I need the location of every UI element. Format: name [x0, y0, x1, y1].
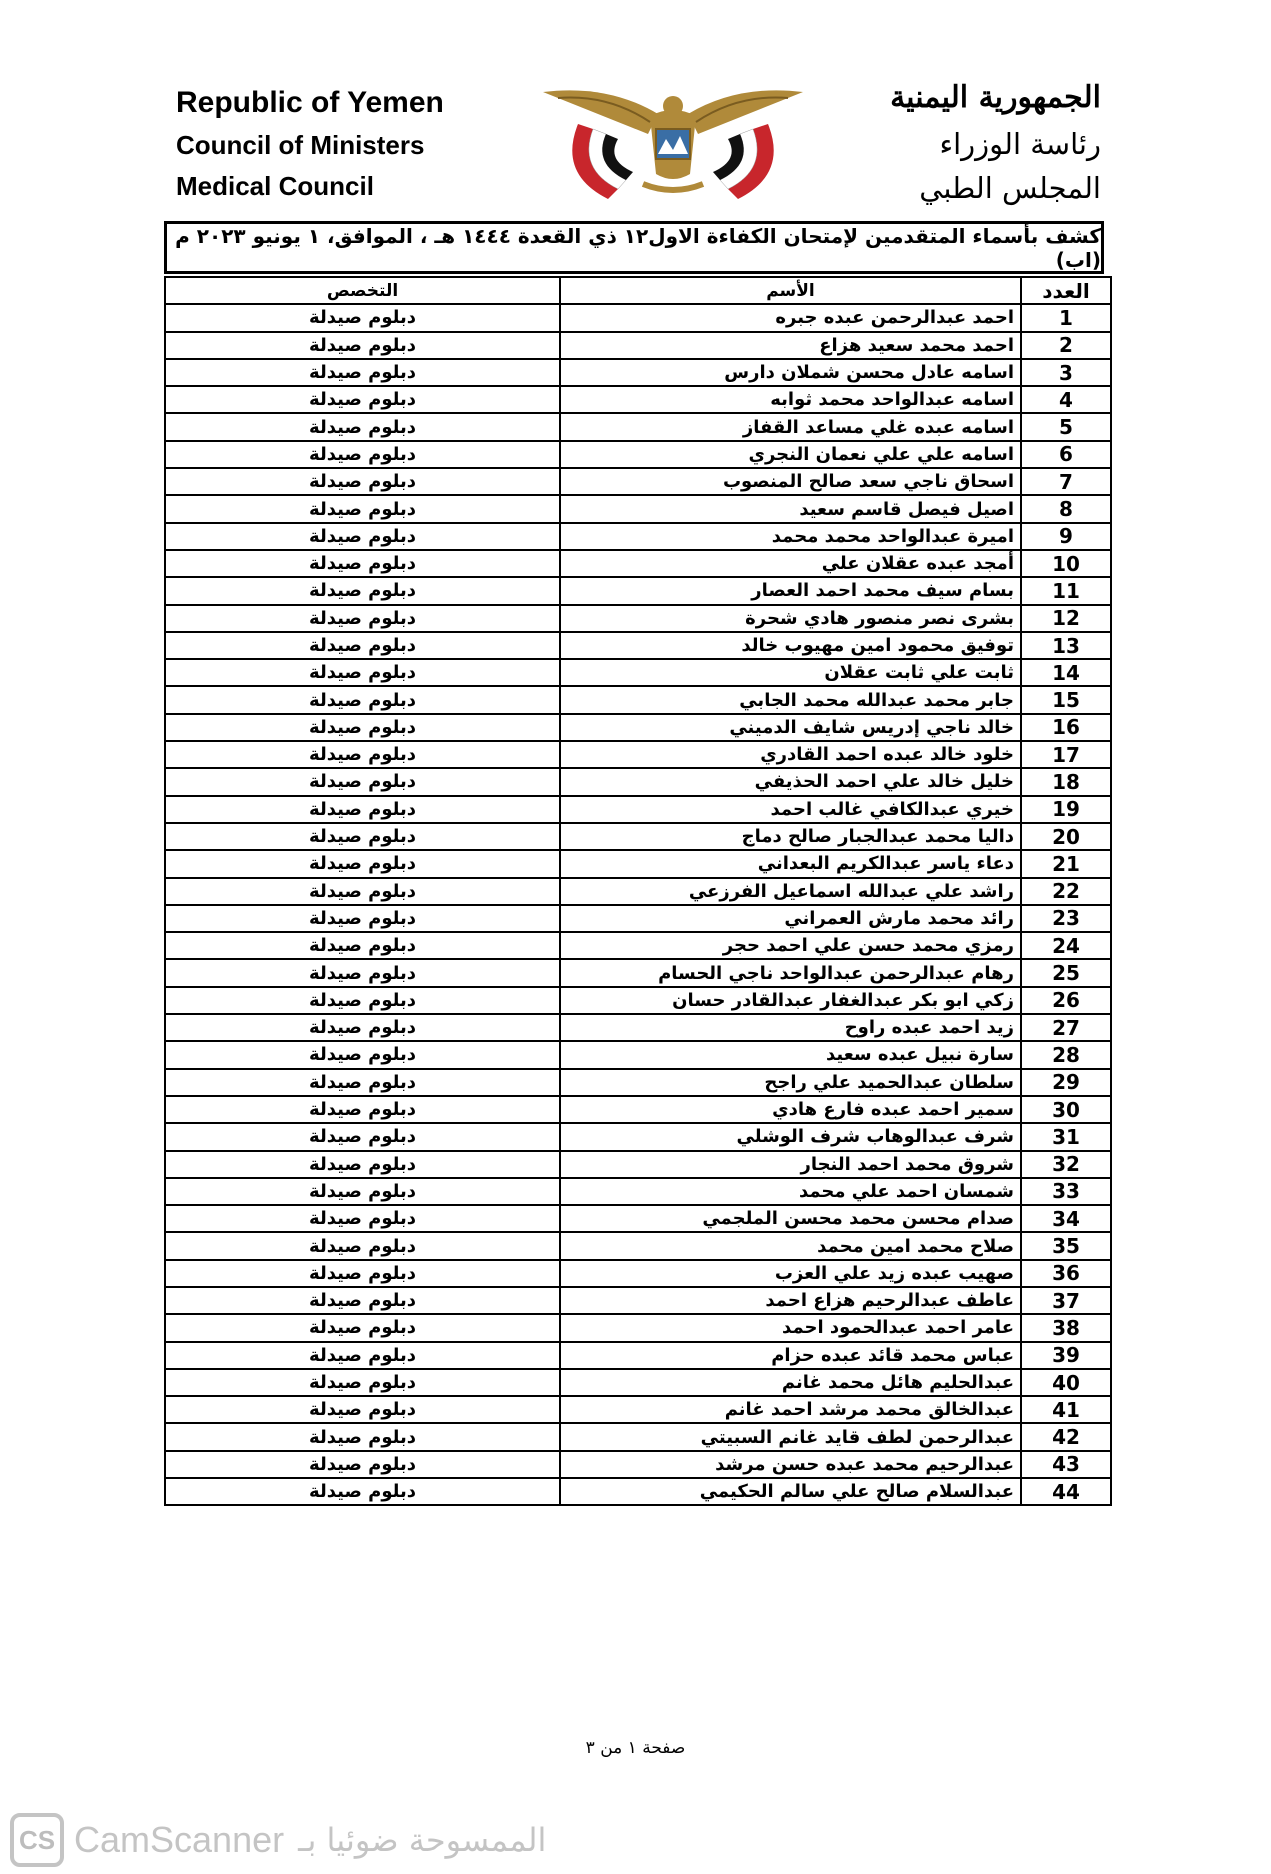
table-row — [165, 1451, 1111, 1478]
row-name: اصيل فيصل قاسم سعيد — [560, 495, 1021, 522]
table-row — [165, 386, 1111, 413]
table-row — [165, 1423, 1111, 1450]
row-name: داليا محمد عبدالجبار صالح دماج — [560, 823, 1021, 850]
country-name-ar: الجمهورية اليمنية — [890, 80, 1101, 115]
council-name-ar: رئاسة الوزراء — [939, 127, 1101, 161]
table-row — [165, 878, 1111, 905]
row-specialty: دبلوم صيدلة — [165, 823, 560, 850]
table-row — [165, 659, 1111, 686]
row-name: توفيق محمود امين مهيوب خالد — [560, 632, 1021, 659]
table-row — [165, 741, 1111, 768]
row-number: 34 — [1021, 1205, 1111, 1232]
row-specialty: دبلوم صيدلة — [165, 413, 560, 440]
row-name: رائد محمد مارش العمراني — [560, 905, 1021, 932]
country-name-en: Republic of Yemen — [176, 86, 444, 119]
row-specialty: دبلوم صيدلة — [165, 714, 560, 741]
camscanner-brand: CamScanner — [74, 1819, 285, 1860]
row-specialty: دبلوم صيدلة — [165, 686, 560, 713]
table-row — [165, 468, 1111, 495]
table-row — [165, 1069, 1111, 1096]
table-row — [165, 1260, 1111, 1287]
table-row — [165, 605, 1111, 632]
row-specialty: دبلوم صيدلة — [165, 1396, 560, 1423]
row-number: 14 — [1021, 659, 1111, 686]
yemen-eagle-emblem-icon — [538, 84, 808, 208]
table-row — [165, 1396, 1111, 1423]
row-name: احمد عبدالرحمن عبده جبره — [560, 304, 1021, 331]
table-row — [165, 632, 1111, 659]
row-number: 31 — [1021, 1123, 1111, 1150]
row-name: عامر احمد عبدالحمود احمد — [560, 1314, 1021, 1341]
row-name: بشرى نصر منصور هادي شحرة — [560, 605, 1021, 632]
row-specialty: دبلوم صيدلة — [165, 1014, 560, 1041]
row-number: 26 — [1021, 987, 1111, 1014]
camscanner-arabic-text: الممسوحة ضوئيا بـ — [298, 1821, 547, 1859]
row-name: خيري عبدالكافي غالب احمد — [560, 796, 1021, 823]
row-name: اميرة عبدالواحد محمد محمد — [560, 523, 1021, 550]
row-name: صدام محسن محمد محسن الملجمي — [560, 1205, 1021, 1232]
header-english — [176, 86, 444, 202]
row-number: 30 — [1021, 1096, 1111, 1123]
row-number: 3 — [1021, 359, 1111, 386]
row-specialty: دبلوم صيدلة — [165, 441, 560, 468]
table-row — [165, 550, 1111, 577]
row-name: اسحاق ناجي سعد صالح المنصوب — [560, 468, 1021, 495]
row-specialty: دبلوم صيدلة — [165, 1205, 560, 1232]
row-name: شمسان احمد علي محمد — [560, 1178, 1021, 1205]
row-name: ثابت علي ثابت عقلان — [560, 659, 1021, 686]
table-row — [165, 796, 1111, 823]
row-number: 29 — [1021, 1069, 1111, 1096]
row-number: 18 — [1021, 768, 1111, 795]
row-specialty: دبلوم صيدلة — [165, 386, 560, 413]
camscanner-watermark — [10, 1810, 546, 1870]
row-name: خليل خالد علي احمد الحذيفي — [560, 768, 1021, 795]
row-specialty: دبلوم صيدلة — [165, 577, 560, 604]
table-row — [165, 987, 1111, 1014]
row-name: سارة نبيل عبده سعيد — [560, 1041, 1021, 1068]
row-specialty: دبلوم صيدلة — [165, 932, 560, 959]
row-number: 20 — [1021, 823, 1111, 850]
row-name: سلطان عبدالحميد علي راجح — [560, 1069, 1021, 1096]
col-specialty-header: التخصص — [165, 277, 560, 304]
row-number: 35 — [1021, 1232, 1111, 1259]
table-row — [165, 1123, 1111, 1150]
row-number: 23 — [1021, 905, 1111, 932]
row-number: 10 — [1021, 550, 1111, 577]
row-name: أمجد عبده عقلان علي — [560, 550, 1021, 577]
medical-council-en: Medical Council — [176, 171, 374, 201]
col-number-header: العدد — [1021, 277, 1111, 304]
row-specialty: دبلوم صيدلة — [165, 850, 560, 877]
row-specialty: دبلوم صيدلة — [165, 523, 560, 550]
table-row — [165, 932, 1111, 959]
row-number: 39 — [1021, 1342, 1111, 1369]
row-number: 13 — [1021, 632, 1111, 659]
row-name: زكي ابو بكر عبدالغفار عبدالقادر حسان — [560, 987, 1021, 1014]
table-row — [165, 1151, 1111, 1178]
row-name: عباس محمد قائد عبده حزام — [560, 1342, 1021, 1369]
row-number: 27 — [1021, 1014, 1111, 1041]
row-name: عبدالرحمن لطف قايد غانم السبيتي — [560, 1423, 1021, 1450]
row-specialty: دبلوم صيدلة — [165, 1451, 560, 1478]
row-number: 33 — [1021, 1178, 1111, 1205]
row-specialty: دبلوم صيدلة — [165, 1342, 560, 1369]
row-number: 2 — [1021, 332, 1111, 359]
row-number: 32 — [1021, 1151, 1111, 1178]
row-specialty: دبلوم صيدلة — [165, 659, 560, 686]
table-row — [165, 359, 1111, 386]
row-name: دعاء ياسر عبدالكريم البعداني — [560, 850, 1021, 877]
table-row — [165, 1478, 1111, 1505]
table-row — [165, 304, 1111, 331]
document-title: كشف بأسماء المتقدمين لإمتحان الكفاءة الاول١٢ ذي القعدة ١٤٤٤ هـ ، الموافق، ١ يونيو ٢٠٢٣ م (اب) — [164, 221, 1104, 274]
row-specialty: دبلوم صيدلة — [165, 1232, 560, 1259]
row-name: بسام سيف محمد احمد العصار — [560, 577, 1021, 604]
table-row — [165, 959, 1111, 986]
row-name: شروق محمد احمد النجار — [560, 1151, 1021, 1178]
row-specialty: دبلوم صيدلة — [165, 332, 560, 359]
row-number: 12 — [1021, 605, 1111, 632]
table-row — [165, 523, 1111, 550]
row-name: جابر محمد عبدالله محمد الجابي — [560, 686, 1021, 713]
row-name: رهام عبدالرحمن عبدالواحد ناجي الحسام — [560, 959, 1021, 986]
row-name: احمد محمد سعيد هزاع — [560, 332, 1021, 359]
row-number: 5 — [1021, 413, 1111, 440]
row-name: عبدالخالق محمد مرشد احمد غانم — [560, 1396, 1021, 1423]
row-name: عبدالسلام صالح علي سالم الحكيمي — [560, 1478, 1021, 1505]
table-row — [165, 441, 1111, 468]
table-row — [165, 495, 1111, 522]
col-name-header: الأسم — [560, 277, 1021, 304]
row-specialty: دبلوم صيدلة — [165, 905, 560, 932]
row-specialty: دبلوم صيدلة — [165, 987, 560, 1014]
table-row — [165, 905, 1111, 932]
row-name: زيد احمد عبده راوح — [560, 1014, 1021, 1041]
header-arabic — [890, 80, 1101, 205]
row-name: صلاح محمد امين محمد — [560, 1232, 1021, 1259]
table-row — [165, 413, 1111, 440]
row-specialty: دبلوم صيدلة — [165, 768, 560, 795]
row-specialty: دبلوم صيدلة — [165, 1314, 560, 1341]
row-number: 8 — [1021, 495, 1111, 522]
table-row — [165, 1096, 1111, 1123]
applicants-table — [164, 276, 1112, 1506]
table-row — [165, 768, 1111, 795]
row-number: 1 — [1021, 304, 1111, 331]
row-number: 16 — [1021, 714, 1111, 741]
row-specialty: دبلوم صيدلة — [165, 796, 560, 823]
medical-council-ar: المجلس الطبي — [919, 171, 1101, 205]
row-specialty: دبلوم صيدلة — [165, 359, 560, 386]
table-row — [165, 823, 1111, 850]
row-name: عاطف عبدالرحيم هزاع احمد — [560, 1287, 1021, 1314]
page-number: صفحة ١ من ٣ — [585, 1738, 686, 1758]
row-number: 44 — [1021, 1478, 1111, 1505]
row-number: 40 — [1021, 1369, 1111, 1396]
row-number: 6 — [1021, 441, 1111, 468]
row-specialty: دبلوم صيدلة — [165, 468, 560, 495]
row-specialty: دبلوم صيدلة — [165, 1123, 560, 1150]
row-number: 36 — [1021, 1260, 1111, 1287]
row-name: اسامه علي علي نعمان النجري — [560, 441, 1021, 468]
row-number: 41 — [1021, 1396, 1111, 1423]
row-name: خالد ناجي إدريس شايف الدميني — [560, 714, 1021, 741]
row-specialty: دبلوم صيدلة — [165, 1151, 560, 1178]
table-row — [165, 1232, 1111, 1259]
camscanner-logo-icon: CS — [10, 1813, 64, 1867]
row-specialty: دبلوم صيدلة — [165, 1096, 560, 1123]
row-number: 28 — [1021, 1041, 1111, 1068]
row-name: راشد علي عبدالله اسماعيل الفرزعي — [560, 878, 1021, 905]
table-row — [165, 577, 1111, 604]
row-number: 11 — [1021, 577, 1111, 604]
row-number: 25 — [1021, 959, 1111, 986]
row-specialty: دبلوم صيدلة — [165, 495, 560, 522]
row-name: عبدالرحيم محمد عبده حسن مرشد — [560, 1451, 1021, 1478]
row-name: خلود خالد عبده احمد القادري — [560, 741, 1021, 768]
table-row — [165, 332, 1111, 359]
row-specialty: دبلوم صيدلة — [165, 1178, 560, 1205]
row-number: 9 — [1021, 523, 1111, 550]
row-number: 37 — [1021, 1287, 1111, 1314]
table-row — [165, 850, 1111, 877]
row-number: 22 — [1021, 878, 1111, 905]
row-specialty: دبلوم صيدلة — [165, 632, 560, 659]
row-name: شرف عبدالوهاب شرف الوشلي — [560, 1123, 1021, 1150]
row-number: 42 — [1021, 1423, 1111, 1450]
row-specialty: دبلوم صيدلة — [165, 878, 560, 905]
row-number: 21 — [1021, 850, 1111, 877]
row-specialty: دبلوم صيدلة — [165, 959, 560, 986]
table-row — [165, 1041, 1111, 1068]
row-specialty: دبلوم صيدلة — [165, 1287, 560, 1314]
row-specialty: دبلوم صيدلة — [165, 741, 560, 768]
row-number: 24 — [1021, 932, 1111, 959]
row-specialty: دبلوم صيدلة — [165, 550, 560, 577]
row-specialty: دبلوم صيدلة — [165, 1069, 560, 1096]
row-specialty: دبلوم صيدلة — [165, 605, 560, 632]
table-header-row — [165, 277, 1111, 304]
row-number: 43 — [1021, 1451, 1111, 1478]
row-number: 38 — [1021, 1314, 1111, 1341]
row-specialty: دبلوم صيدلة — [165, 1423, 560, 1450]
row-number: 17 — [1021, 741, 1111, 768]
row-name: سمير احمد عبده فارع هادي — [560, 1096, 1021, 1123]
table-row — [165, 1205, 1111, 1232]
row-specialty: دبلوم صيدلة — [165, 1478, 560, 1505]
row-number: 15 — [1021, 686, 1111, 713]
table-row — [165, 1014, 1111, 1041]
table-row — [165, 1342, 1111, 1369]
row-name: رمزي محمد حسن علي احمد حجر — [560, 932, 1021, 959]
council-name-en: Council of Ministers — [176, 130, 425, 160]
row-specialty: دبلوم صيدلة — [165, 1041, 560, 1068]
row-specialty: دبلوم صيدلة — [165, 304, 560, 331]
row-number: 7 — [1021, 468, 1111, 495]
table-row — [165, 1287, 1111, 1314]
row-name: اسامه عادل محسن شملان دارس — [560, 359, 1021, 386]
table-row — [165, 714, 1111, 741]
row-number: 19 — [1021, 796, 1111, 823]
row-name: صهيب عبده زيد علي العزب — [560, 1260, 1021, 1287]
table-row — [165, 1314, 1111, 1341]
table-row — [165, 1369, 1111, 1396]
table-row — [165, 1178, 1111, 1205]
row-specialty: دبلوم صيدلة — [165, 1260, 560, 1287]
row-name: عبدالحليم هائل محمد غانم — [560, 1369, 1021, 1396]
row-name: اسامه عبده غلي مساعد القفاز — [560, 413, 1021, 440]
row-name: اسامه عبدالواحد محمد ثوابه — [560, 386, 1021, 413]
row-specialty: دبلوم صيدلة — [165, 1369, 560, 1396]
table-row — [165, 686, 1111, 713]
row-number: 4 — [1021, 386, 1111, 413]
